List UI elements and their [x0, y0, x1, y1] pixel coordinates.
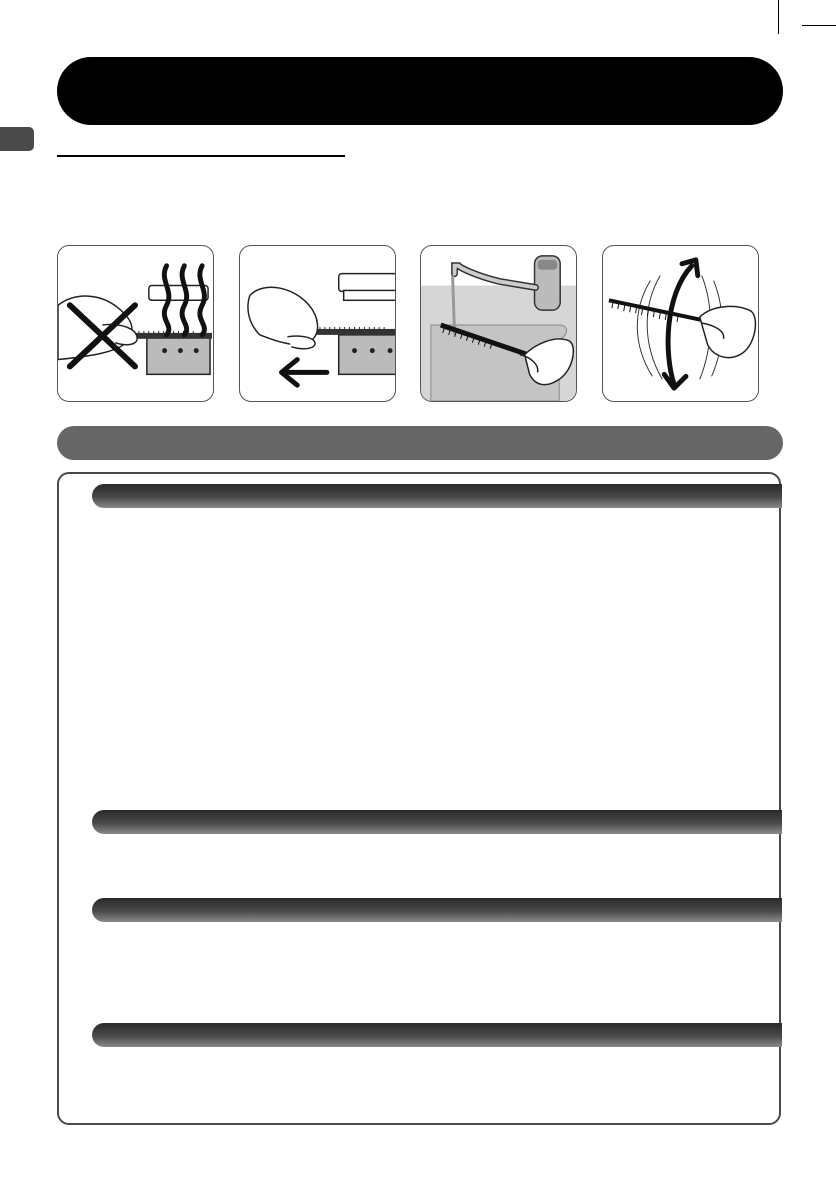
language-tab	[0, 127, 34, 151]
rinse-comb-illustration	[421, 246, 576, 401]
crop-mark-horizontal	[778, 0, 779, 34]
page-title-bar	[57, 57, 783, 125]
double-arrow-icon	[664, 260, 698, 388]
subsection-header-band-1	[92, 484, 782, 508]
subsection-header-band-4	[92, 1023, 782, 1047]
shake-comb-illustration	[603, 246, 758, 401]
slide-comb-illustration	[240, 246, 395, 401]
section-header-band	[57, 426, 783, 460]
arrow-left-icon	[281, 360, 326, 386]
subsection-header-band-2	[92, 810, 782, 834]
crop-mark-vertical	[802, 25, 836, 26]
subheading-underline	[57, 155, 345, 157]
illustration-panel-3	[420, 245, 577, 402]
illustration-panel-2	[239, 245, 396, 402]
hot-comb-warning-illustration	[58, 246, 213, 401]
subsection-header-band-3	[92, 898, 782, 922]
illustration-panel-4	[602, 245, 759, 402]
illustration-panel-1	[57, 245, 214, 402]
